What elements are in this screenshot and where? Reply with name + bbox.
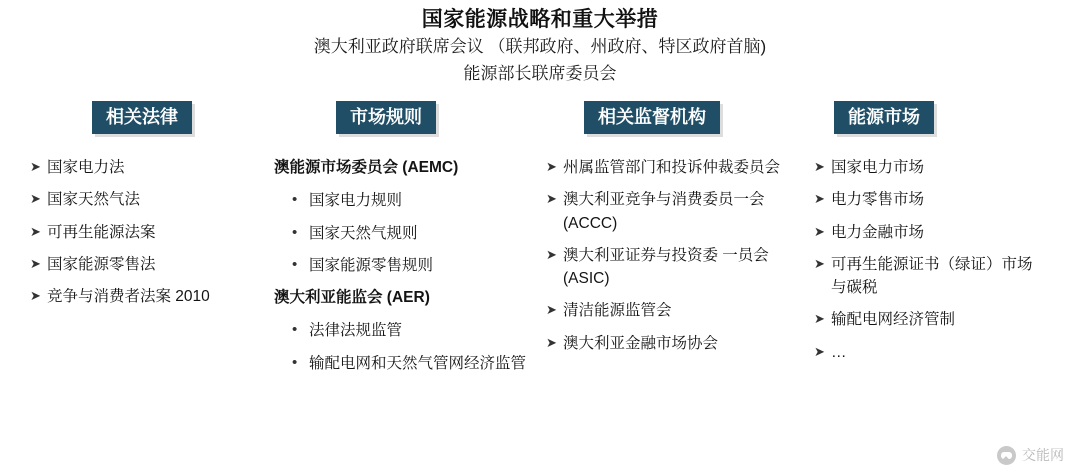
column-laws-header: 相关法律: [92, 101, 192, 135]
column-regulators-header: 相关监督机构: [584, 101, 720, 135]
list-item-label: 国家能源零售规则: [309, 256, 434, 274]
list-item-label: 法律法规监管: [309, 322, 403, 340]
list-item: [814, 221, 1044, 244]
arrow-icon: ➤: [814, 311, 825, 327]
list-item: [30, 156, 264, 179]
list-item-label: 可再生能源法案: [47, 223, 156, 241]
list-item-label: 清洁能源监管会: [563, 302, 672, 320]
list-item-label: 电力零售市场: [831, 191, 925, 209]
list-item: [814, 253, 1044, 300]
list-item-label: 国家天然气法: [47, 191, 141, 209]
list-item: [546, 244, 804, 291]
columns-container: [0, 87, 1080, 384]
list-item: [30, 188, 264, 211]
list-item: [274, 189, 536, 212]
column-laws: [22, 101, 274, 318]
column-regulators-header-wrap: [546, 101, 804, 135]
column-regulators: [546, 101, 814, 364]
column-energy-markets: [814, 101, 1054, 373]
dot-icon: •: [292, 255, 298, 273]
list-item-label: 国家电力规则: [309, 192, 403, 210]
arrow-icon: ➤: [30, 288, 41, 304]
arrow-icon: ➤: [30, 191, 41, 207]
list-item-label: 国家电力法: [47, 159, 125, 177]
arrow-icon: ➤: [546, 246, 557, 262]
arrow-icon: ➤: [546, 302, 557, 318]
subtitle-line-2: 能源部长联席委员会: [463, 63, 617, 83]
arrow-icon: ➤: [814, 255, 825, 271]
column-laws-header-wrap: [30, 101, 264, 135]
list-item-label: …: [831, 343, 847, 361]
list-item-label: 国家天然气规则: [309, 224, 418, 242]
arrow-icon: ➤: [546, 159, 557, 175]
list-item-label: 澳大利亚竞争与消费委员一会 (ACCC): [563, 191, 765, 232]
arrow-icon: ➤: [814, 159, 825, 175]
subtitle-line-1: 澳大利亚政府联席会议 （联邦政府、州政府、特区政府首脑): [313, 37, 767, 57]
list-item: [274, 352, 536, 375]
list-item: [30, 221, 264, 244]
column-regulators-items: [546, 156, 804, 355]
column-market-rules-header-wrap: [274, 101, 536, 135]
column-energy-markets-header-wrap: [814, 101, 1044, 135]
list-item: [546, 188, 804, 235]
arrow-icon: ➤: [814, 191, 825, 207]
list-item-heading: [274, 286, 536, 309]
dot-icon: •: [292, 191, 298, 209]
arrow-icon: ➤: [546, 334, 557, 350]
list-item-label: 澳大利亚金融市场协会: [563, 334, 719, 352]
list-item: [546, 299, 804, 322]
chat-bubble-icon: [997, 446, 1016, 465]
list-item-label: 可再生能源证书（绿证）市场与碳税: [831, 255, 1033, 297]
list-item: [30, 285, 264, 308]
arrow-icon: ➤: [814, 223, 825, 239]
list-item: [814, 341, 1044, 364]
column-market-rules-header: 市场规则: [336, 101, 436, 135]
list-item: [30, 253, 264, 276]
watermark-label: 交能网: [1022, 447, 1064, 463]
column-energy-markets-header: 能源市场: [834, 101, 934, 135]
list-item-label: 澳能源市场委员会 (AEMC): [274, 159, 459, 177]
page-title: 国家能源战略和重大举措: [421, 8, 659, 31]
list-item: [274, 222, 536, 245]
list-item: [546, 332, 804, 355]
list-item-label: 国家电力市场: [831, 159, 925, 177]
arrow-icon: ➤: [30, 223, 41, 239]
arrow-icon: ➤: [30, 255, 41, 271]
list-item-label: 竞争与消费者法案 2010: [47, 288, 210, 306]
list-item: [274, 254, 536, 277]
slide-header: [0, 0, 1080, 87]
list-item: [274, 319, 536, 342]
dot-icon: •: [292, 353, 298, 371]
watermark: [997, 445, 1064, 465]
list-item: [814, 188, 1044, 211]
list-item: [814, 308, 1044, 331]
arrow-icon: ➤: [30, 159, 41, 175]
dot-icon: •: [292, 321, 298, 339]
list-item-label: 澳大利亚证券与投资委 一员会 (ASIC): [563, 246, 769, 288]
column-market-rules-items: [274, 156, 536, 375]
list-item-label: 澳大利亚能监会 (AER): [274, 289, 430, 307]
column-energy-markets-items: [814, 156, 1044, 364]
column-laws-items: [30, 156, 264, 308]
list-item-label: 电力金融市场: [831, 223, 925, 241]
arrow-icon: ➤: [814, 343, 825, 359]
list-item-heading: [274, 156, 536, 179]
list-item-label: 输配电网经济管制: [831, 311, 956, 329]
list-item-label: 输配电网和天然气管网经济监管: [309, 354, 527, 372]
dot-icon: •: [292, 223, 298, 241]
list-item-label: 州属监管部门和投诉仲裁委员会: [563, 159, 781, 177]
column-market-rules: [274, 101, 546, 384]
arrow-icon: ➤: [546, 191, 557, 207]
list-item-label: 国家能源零售法: [47, 255, 156, 273]
list-item: [546, 156, 804, 179]
list-item: [814, 156, 1044, 179]
